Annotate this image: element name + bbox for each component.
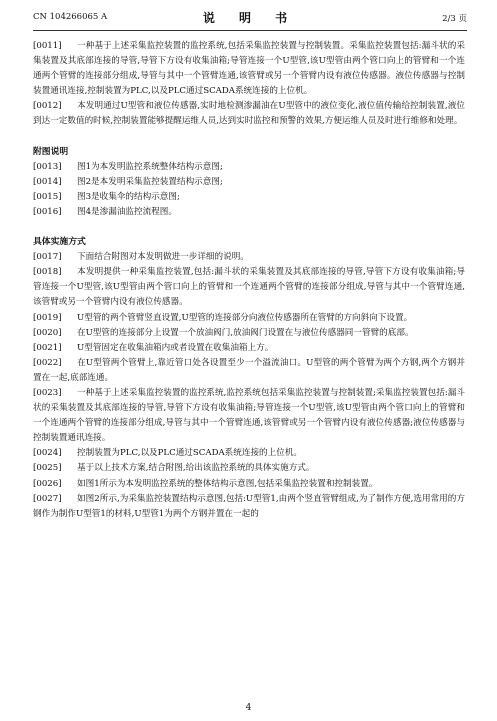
- paragraph-text: 本发明通过U型管和液位传感器,实时地检测渗漏油在U型管中的液位变化,液位值传输给控制装置,液位到达一定数值的时候,控制装置能够提醒运维人员,达到实时监控和预警的效果,方便运维人员及时进行维修和处理。: [33, 101, 465, 127]
- figure-text: 图2是本发明采集监控装置结构示意图;: [77, 176, 223, 187]
- paragraph: [33, 341, 465, 356]
- figure-text: 图4是渗漏油监控流程图。: [77, 206, 177, 217]
- paragraph-text: 基于以上技术方案,结合附图,给出该监控系统的具体实施方式。: [77, 463, 315, 474]
- paragraph-text: 一种基于上述采集监控装置的监控系统,包括采集监控装置与控制装置。采集监控装置包括:漏斗状的采集装置及其底部连接的导管,导管下方设有收集油箱;导管连接一个U型管,该U型管由两个管口向上的管臂和一个连通两个管臂的连接部分组成,导管与其中一个管臂连通,该管臂或另一个管臂内设有液位传感器。液位传感器与控制装置通讯连接,控制装置为PLC,以及PLC通过SCADA系统连接的上位机。: [33, 41, 465, 97]
- paragraph-text: 下面结合附图对本发明做进一步详细的说明。: [77, 252, 249, 263]
- figure-item: [33, 205, 465, 220]
- patent-number: CN 104266065 A: [33, 12, 108, 22]
- section-heading: 具体实施方式: [33, 237, 86, 248]
- paragraph-number: [0014]: [33, 176, 62, 187]
- figure-text: 图3是收集伞的结构示意图;: [77, 191, 180, 202]
- paragraph-number: [0012]: [33, 101, 62, 112]
- paragraph: [33, 461, 465, 476]
- paragraph: [33, 250, 465, 265]
- paragraph-text: 一种基于上述采集监控装置的监控系统,监控系统包括采集监控装置与控制装置;采集监控装置包括:漏斗状的采集装置及其底部连接的导管,导管下方设有收集油箱;导管连接一个U型管,该U型管由两个管口向上的管臂和一个连通两个管臂的连接部分组成,导管与其中一个管臂连通,该管臂或另一个管臂内设有液位传感器;液位传感器与控制装置通讯连接。: [33, 387, 465, 444]
- section-heading: 附图说明: [33, 146, 69, 157]
- paragraph-number: [0021]: [33, 342, 62, 353]
- figure-text: 图1为本发明监控系统整体结构示意图;: [77, 161, 223, 172]
- page-number: 4: [245, 703, 252, 713]
- paragraph: [33, 446, 465, 461]
- spacer: [33, 220, 465, 235]
- paragraph-number: [0026]: [33, 478, 62, 489]
- paragraph-text: U型管固定在收集油箱内或者设置在收集油箱上方。: [77, 342, 274, 353]
- paragraph-number: [0017]: [33, 252, 62, 263]
- document-body: [33, 39, 465, 522]
- paragraph-number: [0016]: [33, 206, 62, 217]
- paragraph: [33, 386, 465, 446]
- figure-item: [33, 190, 465, 205]
- paragraph: [33, 492, 465, 522]
- paragraph-text: 在U型管的连接部分上设置一个放油阀门,放油阀门设置在与液位传感器同一管臂的底部。: [77, 327, 414, 338]
- paragraph-number: [0018]: [33, 267, 62, 278]
- paragraph: [33, 477, 465, 492]
- paragraph-text: 控制装置为PLC,以及PLC通过SCADA系统连接的上位机。: [77, 448, 303, 459]
- paragraph-text: 本发明提供一种采集监控装置,包括:漏斗状的采集装置及其底部连接的导管,导管下方设有收集油箱;导管连接一个U型管,该U型管由两个管口向上的管臂和一个连通两个管臂的连接部分组成,导管与其中一个管臂连通,该管臂或另一个管臂内设有液位传感器。: [33, 267, 465, 308]
- paragraph-number: [0020]: [33, 327, 62, 338]
- paragraph-number: [0022]: [33, 357, 62, 368]
- paragraph-number: [0015]: [33, 191, 62, 202]
- document-title: 说 明 书: [202, 11, 298, 25]
- figure-item: [33, 160, 465, 175]
- paragraph: [33, 99, 465, 129]
- paragraph-number: [0025]: [33, 463, 62, 474]
- paragraph: [33, 356, 465, 386]
- paragraph: [33, 265, 465, 310]
- paragraph-text: 在U型管两个管臂上,靠近管口处各设置至少一个溢流油口。U型管的两个管臂为两个方钢,两个方钢并置在一起,底部连通。: [33, 357, 465, 383]
- paragraph-text: 如图2所示,为采集监控装置结构示意图,包括:U型管1,由两个竖直管臂组成,为了制作方便,选用常用的方钢作为制作U型管1的材料,U型管1为两个方钢并置在一起的: [33, 493, 465, 519]
- header-divider: [33, 30, 467, 31]
- page-header: [33, 9, 467, 25]
- paragraph-number: [0013]: [33, 161, 62, 172]
- page-indicator: 2/3 页: [442, 14, 467, 24]
- paragraph: [33, 39, 465, 99]
- paragraph-text: U型管的两个管臂竖直设置,U型管的连接部分向液位传感器所在管臂的方向斜向下设置。: [77, 312, 413, 323]
- paragraph-number: [0011]: [33, 41, 62, 51]
- spacer: [33, 130, 465, 145]
- paragraph-number: [0019]: [33, 312, 62, 323]
- paragraph-number: [0027]: [33, 493, 62, 504]
- paragraph-number: [0023]: [33, 387, 62, 398]
- paragraph-text: 如图1所示为本发明监控系统的整体结构示意图,包括采集监控装置和控制装置。: [77, 478, 378, 489]
- paragraph: [33, 326, 465, 341]
- paragraph-number: [0024]: [33, 448, 62, 459]
- figure-item: [33, 175, 465, 190]
- paragraph: [33, 311, 465, 326]
